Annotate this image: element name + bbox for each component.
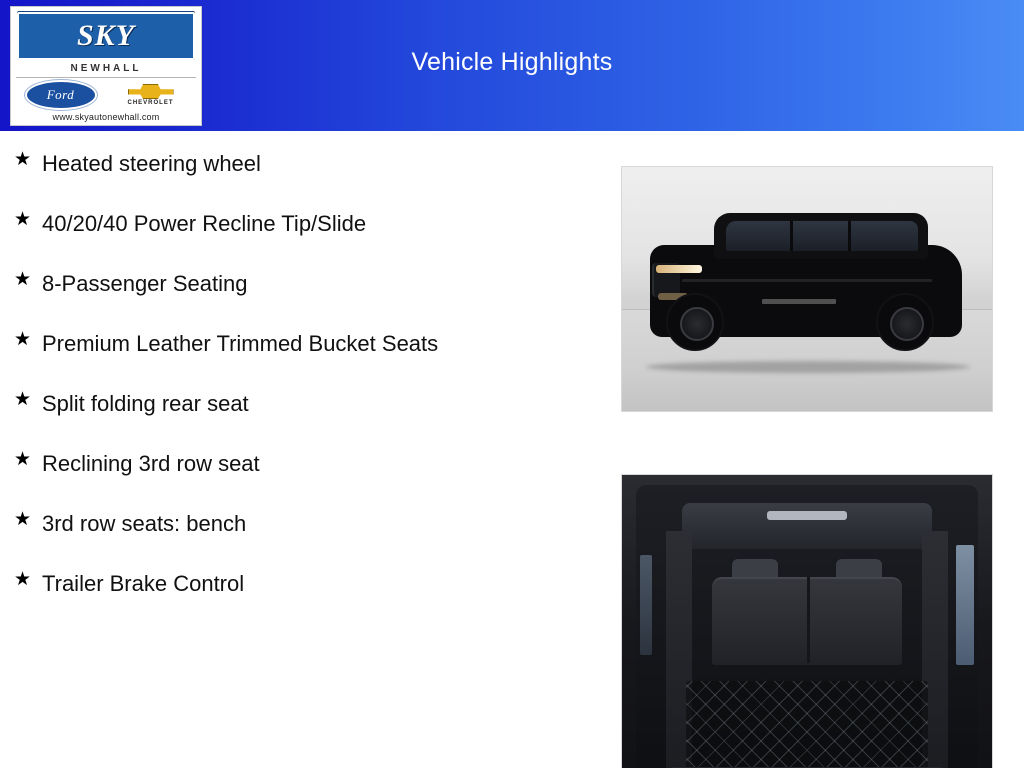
cargo-ceiling — [682, 503, 932, 549]
list-item — [0, 147, 600, 181]
star-icon: ★ — [14, 329, 32, 350]
feature-label: 8-Passenger Seating — [42, 271, 248, 296]
feature-label: 40/20/40 Power Recline Tip/Slide — [42, 211, 367, 236]
headrest-left — [732, 559, 778, 579]
list-item — [0, 387, 600, 421]
vehicle-exterior-photo[interactable] — [621, 166, 993, 412]
headlight — [656, 265, 702, 273]
logo-sky-badge — [17, 11, 195, 60]
cargo-area-photo[interactable] — [621, 474, 993, 768]
cargo-interior — [636, 485, 978, 768]
bowtie-shape — [128, 84, 174, 99]
slide-content — [0, 131, 1024, 768]
vehicle-glass — [726, 221, 918, 251]
logo-franchise-row — [16, 80, 196, 110]
list-item — [0, 447, 600, 481]
feature-label: Trailer Brake Control — [42, 571, 245, 596]
star-icon: ★ — [14, 389, 32, 410]
feature-label: 3rd row seats: bench — [42, 511, 247, 536]
feature-label: Premium Leather Trimmed Bucket Seats — [42, 331, 439, 356]
chevrolet-bowtie-icon — [114, 81, 188, 109]
left-quarter-window — [640, 555, 652, 655]
wheel-rim — [890, 307, 924, 341]
body-highlight — [682, 279, 932, 282]
list-item — [0, 567, 600, 601]
list-item — [0, 267, 600, 301]
chevrolet-label: CHEVROLET — [127, 100, 174, 106]
list-item — [0, 327, 600, 361]
cargo-lamp-icon — [767, 511, 847, 520]
list-item — [0, 507, 600, 541]
feature-label: Reclining 3rd row seat — [42, 451, 260, 476]
feature-label: Heated steering wheel — [42, 151, 261, 176]
vehicle-shadow — [646, 361, 970, 373]
logo-divider — [16, 77, 196, 78]
logo-location-text: NEWHALL — [70, 63, 142, 75]
seat-split-line — [807, 577, 810, 663]
star-icon: ★ — [14, 269, 32, 290]
page-title: Vehicle Highlights — [411, 48, 613, 76]
star-icon: ★ — [14, 149, 32, 170]
dealer-logo[interactable] — [10, 6, 202, 126]
window-pillar — [848, 221, 851, 251]
rear-wheel — [876, 293, 934, 351]
logo-sky-inner — [17, 12, 195, 60]
star-icon: ★ — [14, 209, 32, 230]
star-icon: ★ — [14, 569, 32, 590]
star-icon: ★ — [14, 449, 32, 470]
logo-brand-text: SKY — [76, 18, 136, 52]
list-item — [0, 207, 600, 241]
ford-oval-icon: Ford — [25, 80, 97, 110]
feature-list — [0, 147, 600, 627]
star-icon: ★ — [14, 509, 32, 530]
dealer-website-text: www.skyautonewhall.com — [52, 112, 160, 122]
headrest-right — [836, 559, 882, 579]
right-quarter-window — [956, 545, 974, 665]
front-wheel — [666, 293, 724, 351]
vehicle-badge — [762, 299, 836, 304]
feature-label: Split folding rear seat — [42, 391, 249, 416]
page-header — [0, 0, 1024, 131]
wheel-rim — [680, 307, 714, 341]
cargo-net — [686, 681, 928, 768]
window-pillar — [790, 221, 793, 251]
